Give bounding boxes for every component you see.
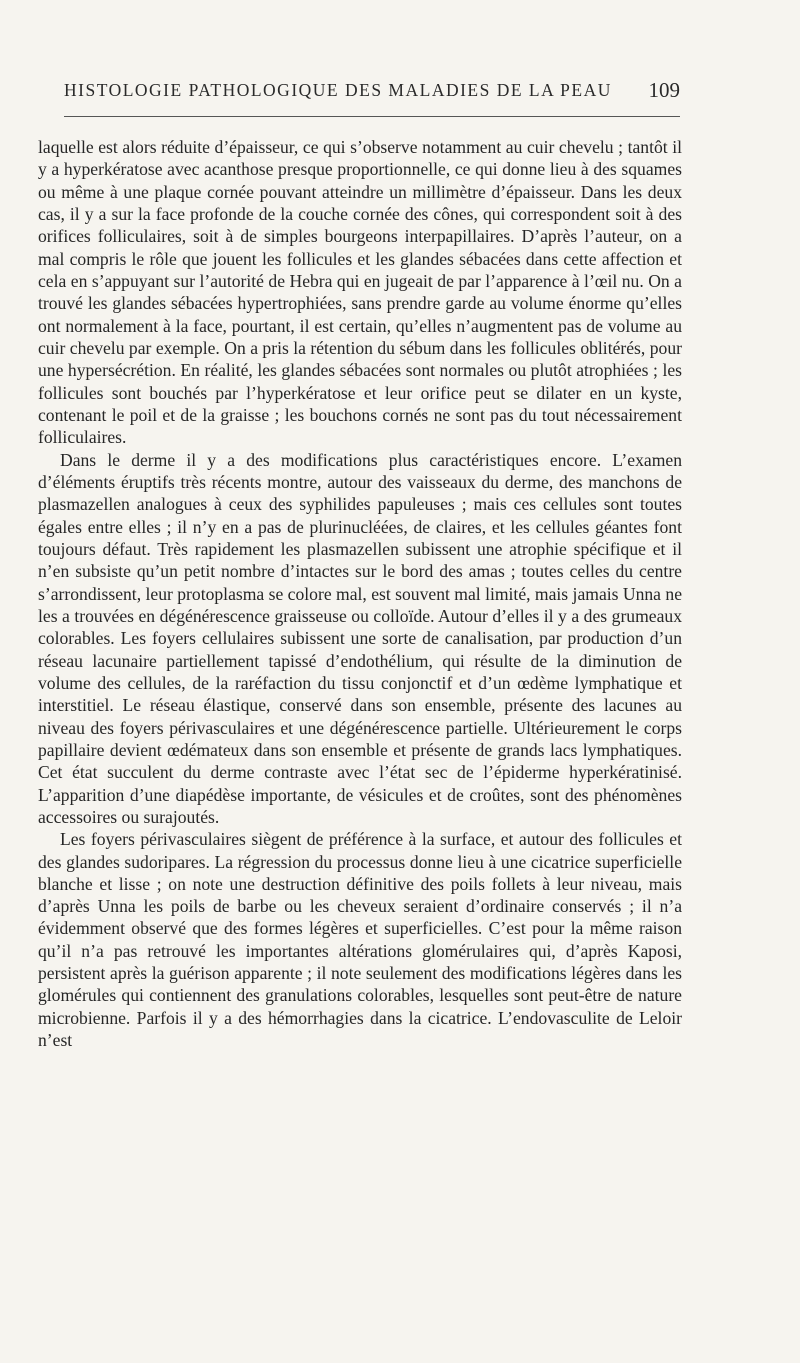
running-title: HISTOLOGIE PATHOLOGIQUE DES MALADIES DE LA PEAU (64, 80, 612, 100)
paragraph-3: Les foyers périvasculaires siègent de préférence à la surface, et autour des follicules et des glandes sudoripares. La régression du processus donne lieu à une cicatrice superficielle blanche et lisse ; on note une destruction définitive des poils follets à leur niveau, mais d’après Unna les poils de barbe ou les cheveux seraient d’ordinaire conservés ; il n’a évidemment observé que des formes légères et superficielles. C’est pour la même raison qu’il n’a pas retrouvé les importantes altérations glomérulaires qui, d’après Kaposi, persistent après la guérison apparente ; il note seulement des modifications légères dans les glomérules qui contiennent des granulations colorables, lesquelles sont peut-être de nature microbienne. Parfois il y a des hémorrhagies dans la cicatrice. L’endovasculite de Leloir n’est (38, 829, 682, 1051)
header-rule (64, 116, 680, 117)
paragraph-1: laquelle est alors réduite d’épaisseur, ce qui s’observe notamment au cuir chevelu ; tantôt il y a hyperkératose avec acanthose presque proportionnelle, ce qui donne lieu à des squames ou même à une plaque cornée pouvant atteindre un millimètre d’épaisseur. Dans les deux cas, il y a sur la face profonde de la couche cornée des cônes, qui correspondent soit à des orifices folliculaires, soit à de simples bourgeons interpapillaires. D’après l’auteur, on a mal compris le rôle que jouent les follicules et les glandes sébacées dans cette affection et cela en s’appuyant sur l’autorité de Hebra qui en jugeait de par l’apparence à l’œil nu. On a trouvé les glandes sébacées hypertrophiées, sans prendre garde au volume énorme qu’elles ont normalement à la face, pourtant, il est certain, qu’elles n’augmentent pas de volume au cuir chevelu par exemple. On a pris la rétention du sébum dans les follicules oblitérés, pour une hypersécrétion. En réalité, les glandes sébacées sont normales ou plutôt atrophiées ; les follicules sont bouchés par l’hyperkératose et leur orifice peut se dilater en un kyste, contenant le poil et de la graisse ; les bouchons cornés ne sont pas du tout nécessairement folliculaires. (38, 137, 682, 448)
body-text (38, 136, 682, 1051)
running-head (64, 78, 680, 108)
paragraph-2: Dans le derme il y a des modifications plus caractéristiques encore. L’examen d’éléments éruptifs très récents montre, autour des vaisseaux du derme, des manchons de plasmazellen analogues à ceux des syphilides papuleuses ; mais ces cellules sont toutes égales entre elles ; il n’y en a pas de plurinucléées, de claires, et les cellules géantes font toujours défaut. Très rapidement les plasmazellen subissent une atrophie spécifique et il n’en subsiste qu’un petit nombre d’intactes sur le bord des amas ; toutes celles du centre s’arrondissent, leur protoplasma se colore mal, est souvent mal limité, mais jamais Unna ne les a trouvées en dégénérescence graisseuse ou colloïde. Autour d’elles il y a des grumeaux colorables. Les foyers cellulaires subissent une sorte de canalisation, par production d’un réseau lacunaire partiellement tapissé d’endothélium, qui résulte de la diminution de volume des cellules, de la raréfaction du tissu conjonctif et d’un œdème lymphatique et interstitiel. Le réseau élastique, conservé dans son ensemble, présente des lacunes au niveau des foyers périvasculaires et une dégénérescence partielle. Ultérieurement le corps papillaire devient œdémateux dans son ensemble et présente de grands lacs lymphatiques. Cet état succulent du derme contraste avec l’état sec de l’épiderme hyperkératinisé. L’apparition d’une diapédèse importante, de vésicules et de croûtes, sont des phénomènes accessoires ou surajoutés. (38, 449, 682, 827)
page-number: 109 (648, 78, 680, 102)
